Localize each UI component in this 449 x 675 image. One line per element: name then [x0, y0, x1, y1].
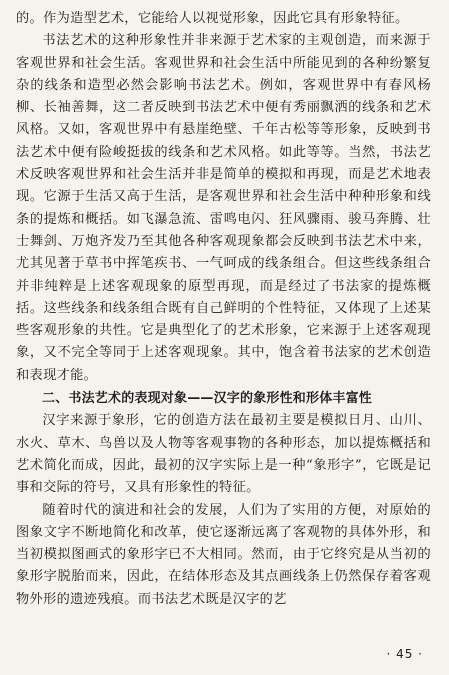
paragraph-character-evolution: 随着时代的演进和社会的发展，人们为了实用的方便，对原始的图象文字不断地简化和改革，使它逐渐远离了客观物的具体外形，和当初模拟图画式的象形字已不大相同。然而，由于它终究是从当初的象形字脱胎而来，因此，在结体形态及其点画线条上仍然保存着客观物外形的遗迹残痕。而书法艺术既是汉字的艺 [16, 502, 431, 607]
section-heading: 二、书法艺术的表现对象——汉字的象形性和形体丰富性 [42, 391, 373, 407]
paragraph-continued: 的。作为造型艺术，它能给人以视觉形象，因此它具有形象特征。 [16, 11, 409, 26]
page-body [16, 8, 431, 611]
page-number: · 45 · [386, 647, 423, 661]
paragraph-calligraphy-imagery: 书法艺术的这种形象性并非来源于艺术家的主观创造，而来源于客观世界和社会生活。客观世界和社会生活中所能见到的各种纷繁复杂的线条和造型必然会影响书法艺术。例如，客观世界中有春风杨柳、长袖善舞，这二者反映到书法艺术中便有秀丽飘洒的线条和艺术风格。又如，客观世界中有悬崖绝壁、千年古松等等形象，反映到书法艺术中便有险峻挺拔的线条和艺术风格。如此等等。当然，书法艺术反映客观世界和社会生活并非是简单的模拟和再现，而是艺术地表现。它源于生活又高于生活，是客观世界和社会生活中种种形象和线条的提炼和概括。如飞瀑急流、雷鸣电闪、狂风骤雨、骏马奔腾、壮士舞剑、万炮齐发乃至其他各种客观现象都会反映到书法艺术中来，尤其见著于草书中挥笔疾书、一气呵成的线条组合。但这些线条组合并非纯粹是上述客观现象的原型再现，而是经过了书法家的提炼概括。这些线条和线条组合既有自己鲜明的个性特征，又体现了上述某些客观形象的共性。它是典型化了的艺术形象，它来源于上述客观现象，又不完全等同于上述客观现象。其中，饱含着书法家的艺术创造和表现才能。 [16, 33, 431, 383]
paragraph-pictographic-origin: 汉字来源于象形，它的创造方法在最初主要是模拟日月、山川、水火、草木、鸟兽以及人物等客观事物的各种形态，加以提炼概括和艺术简化而成，因此，最初的汉字实际上是一种“象形字”，它既是记事和交际的符号，又具有形象性的特征。 [16, 413, 431, 496]
